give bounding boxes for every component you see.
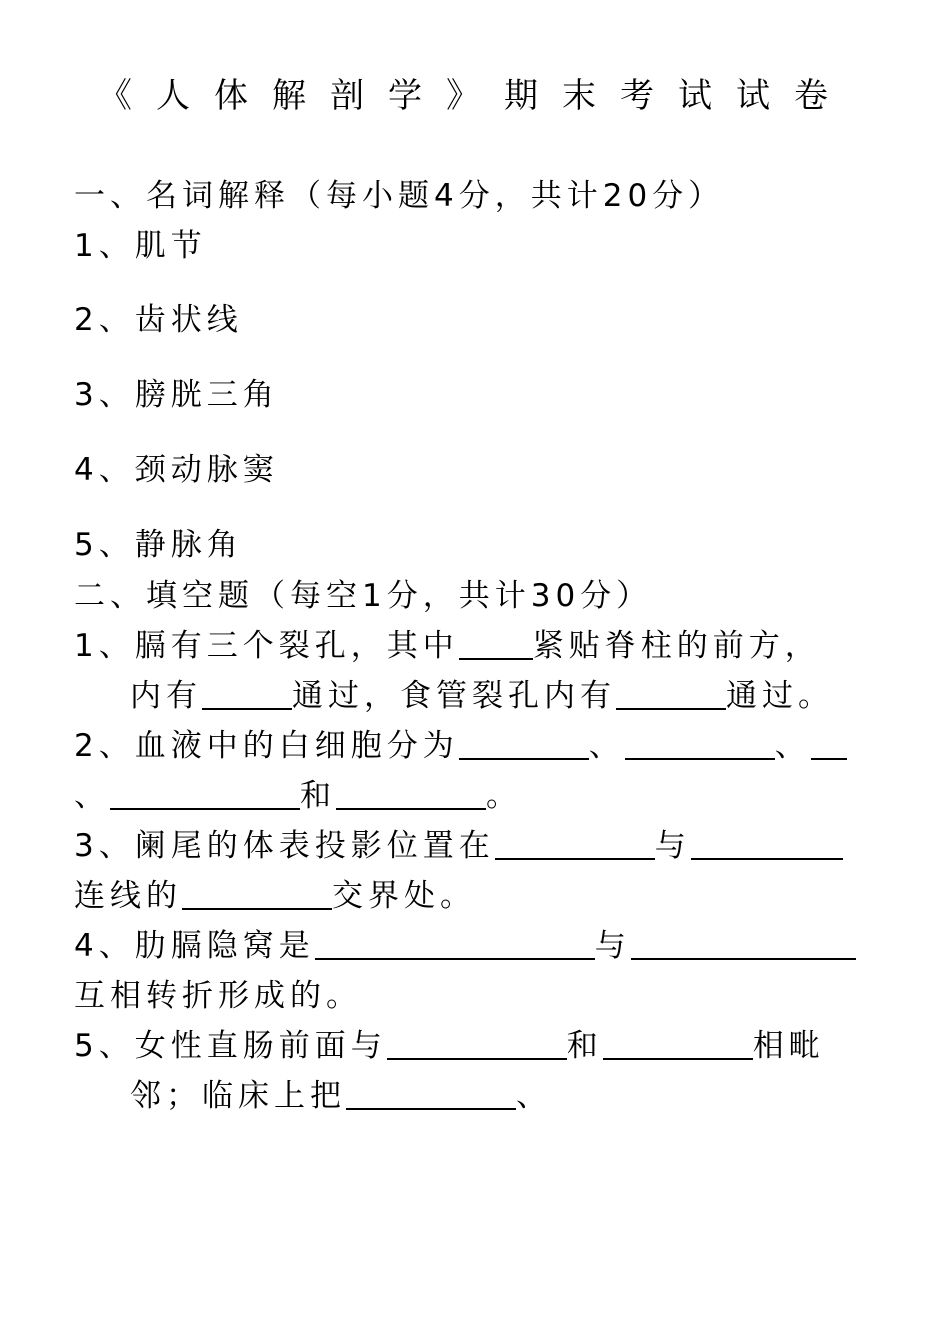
q1-text-d: 通过，食管裂孔内有 xyxy=(292,678,616,714)
answer-blank[interactable] xyxy=(495,828,655,860)
fill-question-3-line1 xyxy=(74,826,843,866)
term-item-4: 4、颈动脉窦 xyxy=(74,452,279,488)
answer-blank[interactable] xyxy=(616,678,726,710)
answer-blank[interactable] xyxy=(811,728,847,760)
term-item-1: 1、肌节 xyxy=(74,228,207,264)
q1-text-e: 通过。 xyxy=(726,678,834,714)
q4-text-b: 与 xyxy=(594,928,631,964)
q5-text-a: 5、女性直肠前面与 xyxy=(74,1028,387,1064)
q4-text-a: 4、肋膈隐窝是 xyxy=(74,928,315,964)
answer-blank[interactable] xyxy=(202,678,292,710)
q1-text-c: 内有 xyxy=(130,678,202,714)
fill-question-2-line2 xyxy=(74,776,522,816)
answer-blank[interactable] xyxy=(346,1078,516,1110)
q2-sep-3: 、 xyxy=(74,778,110,814)
answer-blank[interactable] xyxy=(110,778,300,810)
q5-text-c: 相毗 xyxy=(752,1028,825,1064)
fill-question-4-line2: 互相转折形成的。 xyxy=(74,978,362,1014)
q3-text-a: 3、阑尾的体表投影位置在 xyxy=(74,828,495,864)
answer-blank[interactable] xyxy=(387,1028,567,1060)
q2-text-a: 2、血液中的白细胞分为 xyxy=(74,728,459,764)
answer-blank[interactable] xyxy=(459,628,533,660)
answer-blank[interactable] xyxy=(459,728,589,760)
fill-question-4-line1 xyxy=(74,926,856,966)
fill-question-1-line1 xyxy=(74,626,821,666)
section2-heading: 二、填空题（每空1分，共计30分） xyxy=(74,578,653,614)
fill-question-5-line2 xyxy=(130,1076,552,1116)
q2-end: 。 xyxy=(486,778,522,814)
answer-blank[interactable] xyxy=(603,1028,753,1060)
term-item-2: 2、齿状线 xyxy=(74,302,243,338)
section1-heading: 一、名词解释（每小题4分，共计20分） xyxy=(74,178,725,214)
answer-blank[interactable] xyxy=(182,878,332,910)
fill-question-5-line1 xyxy=(74,1026,825,1066)
fill-question-1-line2 xyxy=(130,676,834,716)
exam-title: 《人体解剖学》期末考试试卷 xyxy=(98,76,852,116)
answer-blank[interactable] xyxy=(631,928,856,960)
fill-question-3-line2 xyxy=(74,876,476,916)
term-item-3: 3、膀胱三角 xyxy=(74,377,279,413)
q3-text-d: 交界处。 xyxy=(332,878,476,914)
q2-sep-1: 、 xyxy=(588,728,625,764)
answer-blank[interactable] xyxy=(315,928,595,960)
q1-text-a: 1、膈有三个裂孔，其中 xyxy=(74,628,459,664)
fill-question-2-line1 xyxy=(74,726,847,766)
answer-blank[interactable] xyxy=(625,728,775,760)
q3-text-b: 与 xyxy=(654,828,691,864)
answer-blank[interactable] xyxy=(691,828,843,860)
q2-and: 和 xyxy=(300,778,336,814)
q5-text-e: 、 xyxy=(516,1078,552,1114)
q5-text-b: 和 xyxy=(566,1028,603,1064)
q2-sep-2: 、 xyxy=(774,728,811,764)
q1-text-b: 紧贴脊柱的前方， xyxy=(532,628,821,664)
answer-blank[interactable] xyxy=(336,778,486,810)
q5-text-d: 邻；临床上把 xyxy=(130,1078,346,1114)
term-item-5: 5、静脉角 xyxy=(74,527,243,563)
q3-text-c: 连线的 xyxy=(74,878,182,914)
